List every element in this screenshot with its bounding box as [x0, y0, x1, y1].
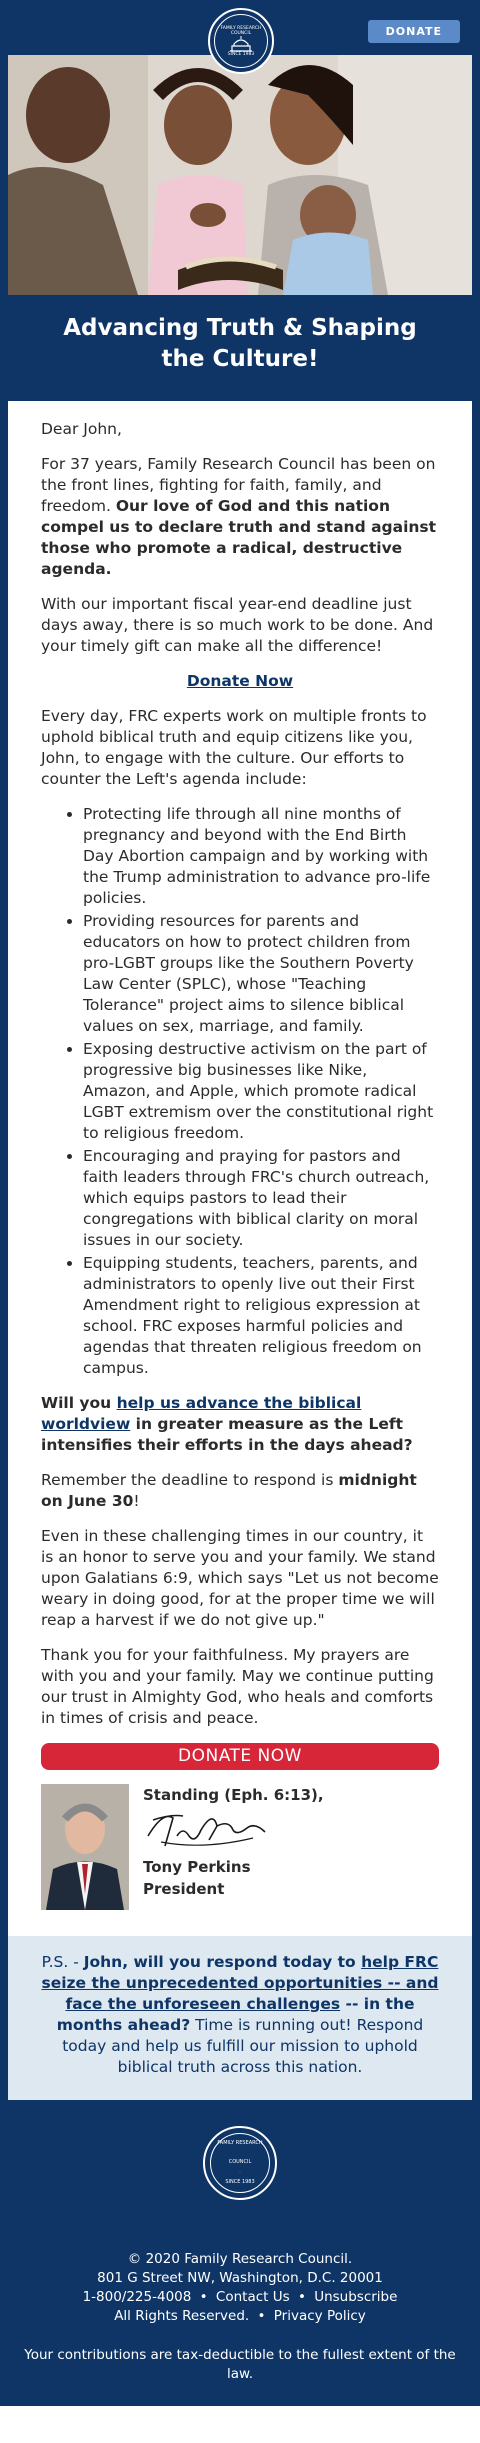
deadline-paragraph: With our important fiscal year-end deadline just days away, there is so much work to be done. And your timely gift can make all the difference! — [41, 595, 434, 655]
donate-now-link[interactable]: Donate Now — [186, 672, 294, 690]
hero-family-image — [8, 55, 472, 295]
copyright: © 2020 Family Research Council. — [127, 2251, 353, 2267]
appeal-question: Will you help us advance the biblical worldview in greater measure as the Left intensifies their efforts in the days ahead? — [41, 1394, 413, 1454]
frc-logo[interactable] — [208, 8, 274, 74]
logo-text-top: FAMILY RESEARCH COUNCIL — [220, 25, 262, 36]
ps-help-frc-link[interactable]: help FRC seize the unprecedented opportunities -- and face the unforeseen challenges — [41, 1953, 439, 2013]
intro-bold-text: Our love of God and this nation compel us to declare truth and stand against those who promote a radical, destructive agenda. — [41, 497, 437, 578]
logo-text-bottom: SINCE 1983 — [227, 51, 255, 57]
logo-text-top: FAMILY RESEARCH COUNCIL — [217, 2140, 263, 2165]
rights-text: All Rights Reserved. — [114, 2308, 250, 2324]
galatians-paragraph: Even in these challenging times in our country, it is an honor to serve you and your family. We stand upon Galatians 6:9, which says "Let us not become weary in doing good, for at the proper time we will reap a harvest if we do not give up." — [41, 1527, 439, 1629]
donate-header-button[interactable]: DONATE — [368, 20, 460, 43]
letter-body — [8, 401, 472, 1936]
closing-line: Standing (Eph. 6:13), — [143, 1786, 324, 1804]
ps-section: P.S. - John, will you respond today to help FRC seize the unprecedented opportunities -- and face the unforeseen challenges -- in the months ahead? Time is running out! Respond today and help us fulfill our mission to uphold biblical truth across this nation. — [8, 1936, 472, 2100]
footer-links: 1-800/225-4008 • Contact Us • Unsubscribe — [82, 2289, 398, 2305]
unsubscribe-link[interactable]: Unsubscribe — [314, 2289, 398, 2305]
email-header — [0, 0, 480, 55]
intro-paragraph: For 37 years, Family Research Council has been on the front lines, fighting for faith, family, and freedom. Our love of God and this nation compel us to declare truth and stand against those who promote a radical, destructive agenda. — [41, 455, 437, 578]
donate-now-button[interactable]: DONATE NOW — [41, 1743, 439, 1770]
list-item: • Equipping students, teachers, parents, and administrators to openly live out their First Amendment right to religious expression at school. FRC exposes harmful policies and agendas that threaten religious freedom on campus. — [83, 1253, 439, 1379]
efforts-paragraph: Every day, FRC experts work on multiple fronts to uphold biblical truth and equip citizens like you, John, to engage with the culture. Our efforts to counter the Left's agenda include: — [41, 707, 427, 788]
email-footer: FAMILY RESEARCH COUNCIL SINCE 1983 © 2020 Family Research Council. 801 G Street NW, Washington, D.C. 20001 1-800/225-4008 • Contact Us • Unsubscribe All Rights Reserved. • Privacy Policy Your contributions are tax-deductible to the fullest extent of the law. — [0, 2100, 480, 2406]
frc-footer-logo[interactable] — [203, 2126, 277, 2200]
list-item: • Exposing destructive activism on the part of progressive big businesses like Nike, Amazon, and Apple, which promote radical LGBT extremism over the constitutional right to religious freedom. — [83, 1039, 439, 1144]
headline-text: Advancing Truth & Shaping the Culture! — [63, 315, 417, 372]
capitol-dome-icon — [228, 36, 254, 52]
list-item: • Providing resources for parents and educators on how to protect children from pro-LGBT groups like the Southern Poverty Law Center (SPLC), whose "Teaching Tolerance" project aims to silence biblical values on sex, marriage, and family. — [83, 911, 439, 1037]
family-reading-bible-image — [8, 55, 472, 295]
deadline-reminder: Remember the deadline to respond is midnight on June 30! — [41, 1471, 417, 1510]
signer-title: President — [143, 1880, 225, 1898]
logo-text-bottom: SINCE 1983 — [225, 2179, 255, 2185]
list-item: • Encouraging and praying for pastors and faith leaders through FRC's church outreach, which equips pastors to lead their congregations with biblical clarity on moral issues in our society. — [83, 1146, 439, 1251]
headline-banner — [8, 295, 472, 401]
signer-name: Tony Perkins — [143, 1858, 251, 1876]
phone-number[interactable]: 1-800/225-4008 — [82, 2289, 192, 2305]
signature-block — [41, 1784, 439, 1924]
address: 801 G Street NW, Washington, D.C. 20001 — [97, 2270, 383, 2286]
privacy-policy-link[interactable]: Privacy Policy — [273, 2308, 366, 2324]
advance-worldview-link[interactable]: help us advance the biblical worldview — [41, 1394, 362, 1433]
contact-us-link[interactable]: Contact Us — [215, 2289, 290, 2305]
list-item: • Protecting life through all nine months of pregnancy and beyond with the End Birth Day Abortion campaign and by working with the Trump administration to advance pro-life policies. — [83, 804, 439, 909]
tax-deductible-note: Your contributions are tax-deductible to the fullest extent of the law. — [24, 2347, 456, 2382]
efforts-list — [41, 804, 439, 1379]
president-photo — [41, 1784, 129, 1910]
handwritten-signature — [143, 1806, 273, 1850]
thanks-paragraph: Thank you for your faithfulness. My prayers are with you and your family. May we continue putting our trust in Almighty God, who heals and comforts in times of crisis and peace. — [41, 1646, 434, 1727]
greeting: Dear John, — [41, 420, 122, 438]
